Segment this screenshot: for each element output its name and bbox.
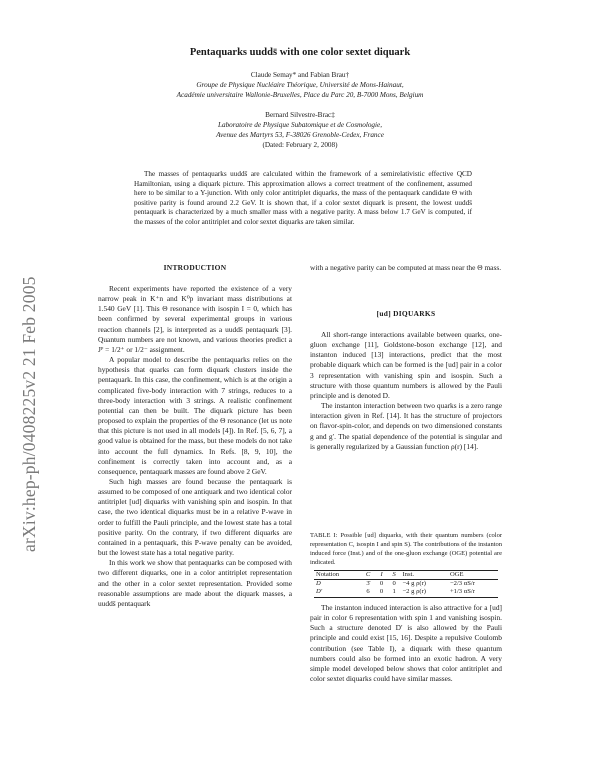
diquarks-paragraph-1: All short-range interactions available between quarks, one-gluon exchange [11], Goldstone-boson exchange [12], and instanton induced [13] interactions, predict that the most probable diquark which can be formed is the [ud] pair in a color 3 representation with vanishing spin and isospin. Such a structure with those quantum numbers is allowed by the Pauli principle and is denoted D. bbox=[310, 330, 502, 400]
table-header-cell: Notation bbox=[316, 571, 340, 578]
section-heading-diquarks: [ud] DIQUARKS bbox=[376, 309, 436, 318]
table-header-cell: C bbox=[365, 571, 371, 578]
table-row bbox=[314, 588, 498, 597]
table-cell: D′ bbox=[316, 588, 323, 596]
authors-group-2: Bernard Silvestre-Brac‡ bbox=[265, 111, 335, 119]
table-1 bbox=[314, 570, 498, 598]
table-cell: 6 bbox=[366, 588, 370, 596]
table-row bbox=[314, 580, 498, 589]
table-header-row bbox=[314, 571, 498, 580]
table-header-cell: Inst. bbox=[402, 571, 415, 578]
abstract-text: The masses of pentaquarks uudds̄ are calculated within the framework of a semirelativistic effective QCD Hamiltonian, using a diquark picture. This approximation allows a correct treatment of the confinement, assumed here to be similar to a Y-junction. With only color antitriplet diquarks, the mass of the pentaquark candidate Θ with positive parity is found around 2.2 GeV. It is shown that, if a color sextet diquark is present, the lowest uudds̄ pentaquark is characterized by a much smaller mass with a negative parity. A mass below 1.7 GeV is computed, if the masses of the color antitriplet and color sextet diquarks are taken similar. bbox=[134, 170, 472, 226]
table-cell: +1/3 αS/r bbox=[449, 588, 475, 596]
intro-paragraph-4: In this work we show that pentaquarks can be composed with two different diquarks, one in a color antitriplet representation and the other in a color sextet representation. Provided some reasonable assumptions are made about the diquark masses, a uudds̄ pentaquark bbox=[98, 558, 292, 608]
diquarks-body-continued bbox=[310, 603, 502, 684]
arxiv-identifier: arXiv:hep-ph/0408225v2 21 Feb 2005 bbox=[19, 276, 39, 552]
diquarks-body bbox=[310, 330, 502, 452]
table-cell: −2 g ρ(r) bbox=[402, 588, 426, 596]
section-heading-introduction: INTRODUCTION bbox=[163, 263, 227, 272]
table-cell: 0 bbox=[392, 580, 396, 588]
intro-paragraph-2: A popular model to describe the pentaquarks relies on the hypothesis that quarks can form diquark clusters inside the pentaquark. In this case, the confinement, which is at the origin a complicated five-body interaction with 7 strings, reduces to a three-body interaction with 3 strings. A realistic confinement potential can then be built. The diquark picture has been proposed to explain the properties of the Θ resonance (let us note that this picture is not used in all models [4]). In Ref. [5, 6, 7], a good value is obtained for the mass, but these models do not take into account the full dynamics. In Refs. [8, 9, 10], the confinement is correctly taken into account and, as a consequence, pentaquark masses are found above 2 GeV. bbox=[98, 355, 292, 476]
affiliation-1-line-2: Académie universitaire Wallonie-Bruxelles, Place du Parc 20, B-7000 Mons, Belgium bbox=[176, 91, 424, 99]
affiliation-2-line-1: Laboratoire de Physique Subatomique et de Cosmologie, bbox=[217, 121, 383, 129]
abstract bbox=[134, 170, 472, 228]
table-header-cell: S bbox=[392, 571, 396, 578]
date-line: (Dated: February 2, 2008) bbox=[262, 141, 338, 149]
affiliation-1-line-1: Groupe de Physique Nucléaire Théorique, Université de Mons-Hainaut, bbox=[196, 81, 404, 89]
affiliation-2-line-2: Avenue des Martyrs 53, F-38026 Grenoble-Cedex, France bbox=[216, 131, 384, 139]
intro-continuation: with a negative parity can be computed at mass near the Θ mass. bbox=[310, 263, 502, 272]
paper-title: Pentaquarks uudds̄ with one color sextet diquark bbox=[189, 47, 411, 58]
table-cell: D bbox=[316, 580, 321, 588]
diquarks-paragraph-3: The instanton induced interaction is also attractive for a [ud] pair in color 6 representation with spin 1 and vanishing isospin. Such a structure denoted D′ is also allowed by the Pauli principle and could exist [15, 16]. Despite a repulsive Coulomb contribution (see Table I), a diquark with these quantum numbers could also be formed into an exotic hadron. A very simple model developed below shows that color antitriplet and color sextet diquarks could have similar masses. bbox=[310, 603, 502, 684]
left-column bbox=[98, 284, 292, 609]
table-cell: 0 bbox=[379, 588, 384, 596]
table-cell: 3̄ bbox=[366, 580, 370, 588]
intro-paragraph-3: Such high masses are found because the pentaquark is assumed to be composed of one antiquark and two identical color antitriplet [ud] diquarks with vanishing spin and isospin. In that case, the two identical diquarks must be in a relative P-wave in order to fulfill the Pauli principle, and the lowest state has a total positive parity. On the contrary, if two different diquarks are contained in a pentaquark, this P-wave penalty can be avoided, but the lowest state has a total negative parity. bbox=[98, 476, 292, 558]
authors-group-1: Claude Semay* and Fabian Brau† bbox=[250, 71, 350, 79]
arxiv-sidebar bbox=[8, 212, 39, 552]
table-header-cell: OGE bbox=[449, 571, 464, 578]
table-caption: TABLE I: Possible [ud] diquarks, with their quantum numbers (color representation C, isospin I and spin S). The contributions of the instanton induced force (Inst.) and of the one-gluon exchange (OGE) potential are indicated. bbox=[310, 532, 502, 566]
table-cell: −2/3 αS/r bbox=[449, 580, 475, 588]
table-cell: 1 bbox=[392, 588, 396, 596]
diquark-table bbox=[314, 570, 498, 598]
diquarks-paragraph-2: The instanton interaction between two quarks is a zero range interaction given in Ref. [14]. It has the structure of projectors on flavor-spin-color, and depends on two dimensioned constants g and g′. The spatial dependence of the potential is singular and is generally regularized by a Gaussian function ρ(r) [14]. bbox=[310, 401, 502, 451]
table-cell: −4 g ρ(r) bbox=[402, 580, 426, 588]
table-cell: 0 bbox=[379, 580, 384, 588]
intro-paragraph-1: Recent experiments have reported the existence of a very narrow peak in K⁺n and K⁰p invariant mass distributions at 1.540 GeV [1]. This Θ resonance with isospin I = 0, which has been confirmed by several experimental groups in various reaction channels [2], is interpreted as a uudds̄ pentaquark [3]. Quantum numbers are not known, and various theories predict a Jᴾ = 1/2⁺ or 1/2⁻ assignment. bbox=[98, 284, 292, 354]
table-header-cell: I bbox=[380, 571, 383, 578]
right-column-top bbox=[310, 263, 502, 273]
